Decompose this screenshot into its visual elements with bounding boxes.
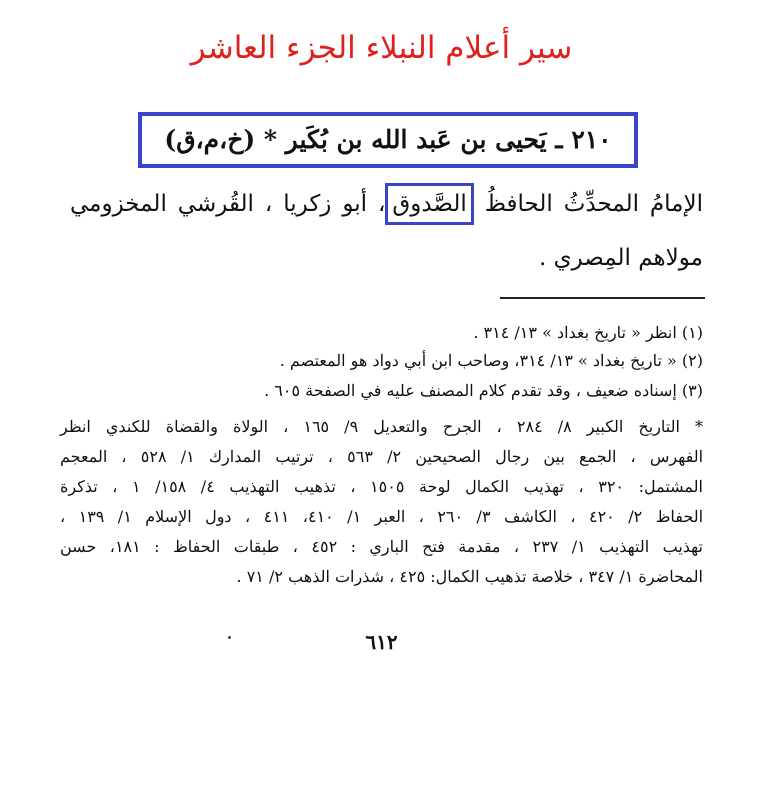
entry-heading: ٢١٠ ـ يَحيى بن عَبد الله بن بُكَير * (خ،م،ق) [138,112,638,168]
bio-line-1 [70,183,703,225]
sources-line-2: الفهرس ، الجمع بين رجال الصحيحين ٢/ ٥٦٣ ، ترتيب المدارك ١/ ٥٢٨ ، المعجم [60,447,704,466]
sources-line-6: المحاضرة ١/ ٣٤٧ ، خلاصة تذهيب الكمال: ٤٢٥ ، شذرات الذهب ٢/ ٧١ . [236,567,703,586]
sources-line-4: الحفاظ ٢/ ٤٢٠ ، الكاشف ٣/ ٢٦٠ ، العبر ١/ ٤١٠، ٤١١ ، دول الإسلام ١/ ١٣٩ ، [60,507,704,526]
footnote-3: (٣) إسناده ضعيف ، وقد تقدم كلام المصنف عليه في الصفحة ٦٠٥ . [264,381,703,400]
highlighted-word: الصَّدوق [385,183,473,225]
sources-block [60,412,703,592]
bio-line-2: مولاهم المِصري . [538,245,703,271]
bio-text-after: ، أبو زكريا ، القُرشي المخزومي [70,191,386,217]
page-number: ٦١٢ [365,630,398,654]
footnote-1: (١) انظر « تاريخ بغداد » ١٣/ ٣١٤ . [473,323,703,342]
scan-speck [228,636,231,639]
page-header-title: سير أعلام النبلاء الجزء العاشر [190,30,573,66]
sources-line-5: تهذيب التهذيب ١/ ٢٣٧ ، مقدمة فتح الباري : ٤٥٢ ، طبقات الحفاظ : ١٨١، حسن [60,537,704,556]
sources-line-3: المشتمل: ٣٢٠ ، تهذيب الكمال لوحة ١٥٠٥ ، تذهيب التهذيب ٤/ ١٥٨/ ١ ، تذكرة [60,477,703,496]
footnote-divider [500,297,705,299]
footnote-2: (٢) « تاريخ بغداد » ١٣/ ٣١٤، وصاحب ابن أبي دواد هو المعتصم . [279,351,703,370]
sources-line-1: * التاريخ الكبير ٨/ ٢٨٤ ، الجرح والتعديل ٩/ ١٦٥ ، الولاة والقضاة للكندي انظر [60,417,703,436]
bio-text-before: الإمامُ المحدِّثُ الحافظُ [484,191,704,217]
